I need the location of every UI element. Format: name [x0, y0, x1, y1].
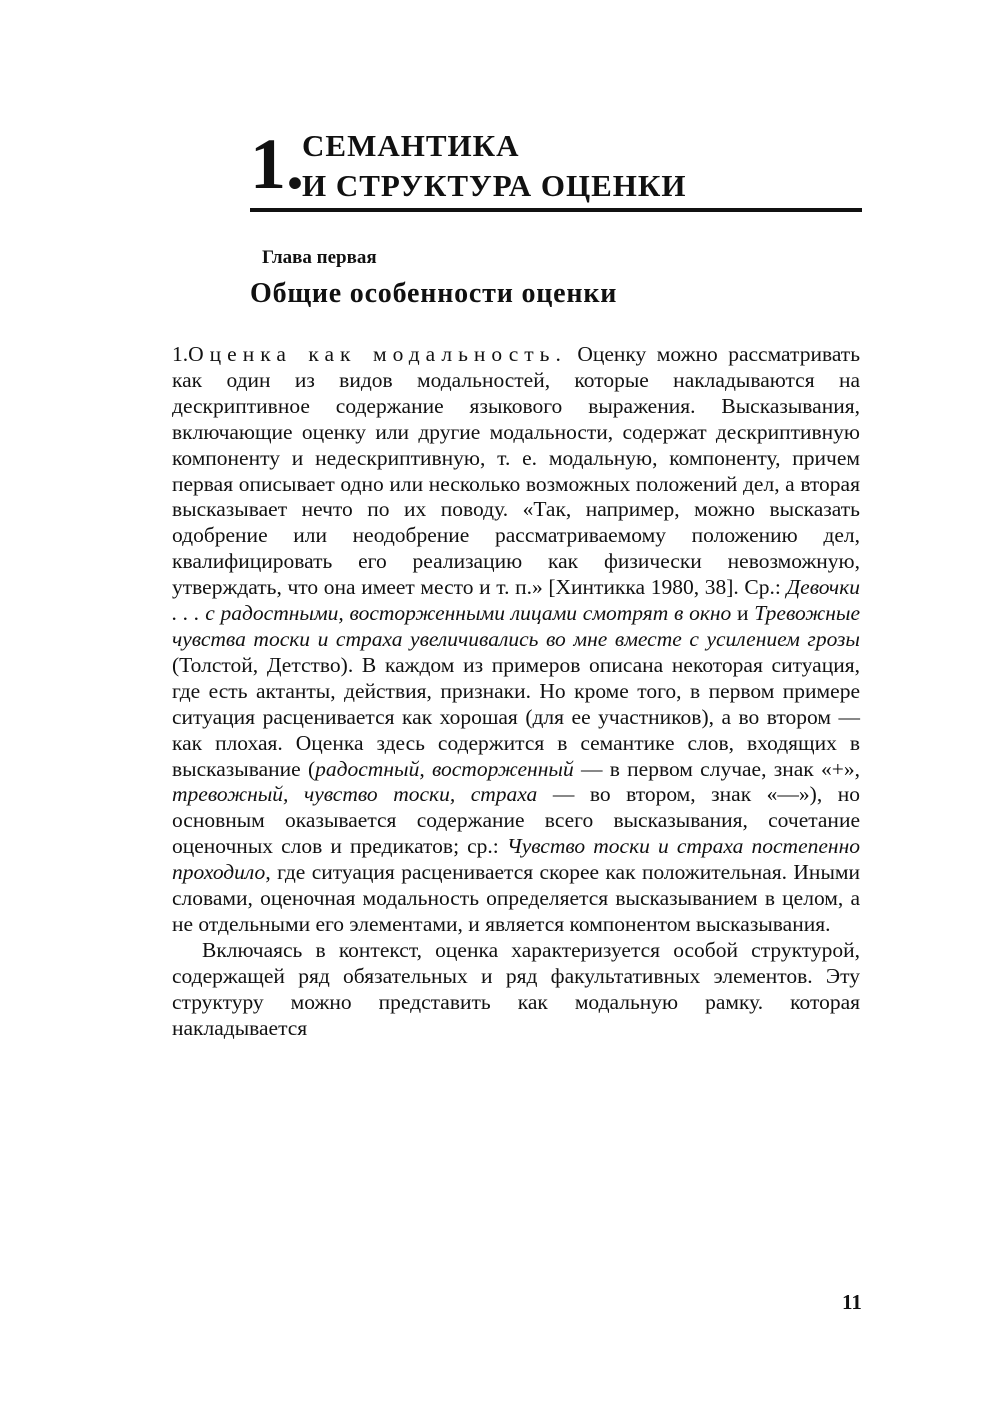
chapter-title: Общие особенности оценки [250, 278, 618, 309]
part-title-line-2: И СТРУКТУРА ОЦЕНКИ [302, 168, 687, 203]
text-run: , где ситуация расценивается скорее как положительная. Иными словами, оценочная модальность определяется высказыванием в целом, а не отдельными его элементами, и является компонентом высказывания. [172, 860, 860, 936]
text-run: (Толстой, Детство). В каждом из примеров описана некоторая ситуация, где есть актанты, действия, признаки. Но кроме того, в первом примере ситуация расценивается как хорошая (для ее участников), а во втором — как плохая. Оценка здесь содержится в семантике слов, входящих в высказывание ( [172, 652, 860, 781]
text-run: Оценку можно рассматривать как один из видов модальностей, которые накладываются на дескриптивное содержание языкового выражения. Высказывания, включающие оценку или другие модальности, содержат дескриптивную компоненту и недескриптивную, т. е. модальную, компоненту, причем первая описывает одно или несколько возможных положений дел, а вторая высказывает нечто по их поводу. «Так, например, можно высказать одобрение или неодобрение рассматриваемому положению дел, квалифицировать его реализацию как физически невозможную, утверждать, что она имеет место и т. п.» [Хинтикка 1980, 38]. Ср.: [172, 342, 861, 600]
example-term: радостный, восторженный [315, 756, 574, 781]
part-title [302, 126, 686, 206]
text-run: — в первом случае, знак «+», [573, 756, 861, 781]
section-heading: Оценка как модальность. [188, 342, 567, 366]
section-number: 1. [172, 342, 189, 366]
example-quote: Тревожные чувства тоски и страха увеличивались во мне вместе с усилением грозы [172, 601, 860, 651]
part-title-line-1: СЕМАНТИКА [302, 128, 520, 163]
example-quote: Чувство тоски и страха постепенно проходило [172, 834, 861, 885]
part-divider-rule [250, 208, 862, 212]
part-header [250, 118, 862, 218]
paragraph-2: Включаясь в контекст, оценка характеризуется особой структурой, содержащей ряд обязательных и ряд факультативных элементов. Эту структуру можно представить как модальную рамку. которая накладывается [172, 937, 860, 1040]
example-term: тревожный, чувство тоски, страха [172, 782, 538, 807]
text-run: и [731, 601, 755, 626]
text-run: — во втором, знак «—»), но основным оказывается содержание всего высказывания, сочетание оценочных слов и предикатов; ср.: [172, 782, 860, 859]
paragraph-1: 1.Оценка как модальность.​ Оценку можно рассматривать как один из видов модальностей, которые накладываются на дескриптивное содержание языкового выражения. Высказывания, включающие оценку или другие модальности, содержат дескриптивную компоненту и недескриптивную, т. е. модальную, компоненту, причем первая описывает одно или несколько возможных положений дел, а вторая высказывает нечто по их поводу. «Так, например, можно высказать одобрение или неодобрение рассматриваемому положению дел, квалифицировать его реализацию как физически невозможную, утверждать, что она имеет место и т. п.» [Хинтикка 1980, 38]. Ср.: Девочки . . . с радостными, восторженными лицами смотрят в окно и Тревожные чувства тоски и страха увеличивались во мне вместе с усилением грозы (Толстой, Детство). В каждом из примеров описана некоторая ситуация, где есть актанты, действия, признаки. Но кроме того, в первом примере ситуация расценивается как хорошая (для ее участников), а во втором — как плохая. Оценка здесь содержится в семантике слов, входящих в высказывание (радостный, восторженный — в первом случае, знак «+», тревожный, чувство тоски, страха — во втором, знак «—»), но основным оказывается содержание всего высказывания, сочетание оценочных слов и предикатов; ср.: Чувство тоски и страха постепенно проходило, где ситуация расценивается скорее как положительная. Иными словами, оценочная модальность определяется высказыванием в целом, а не отдельными его элементами, и является компонентом высказывания. [172, 342, 861, 936]
example-quote: Девочки . . . с радостными, восторженными лицами смотрят в окно [172, 575, 860, 626]
part-number: 1. [250, 124, 304, 204]
page-number: 11 [842, 1290, 862, 1314]
body-text [172, 342, 860, 1041]
chapter-label: Глава первая [262, 247, 377, 268]
